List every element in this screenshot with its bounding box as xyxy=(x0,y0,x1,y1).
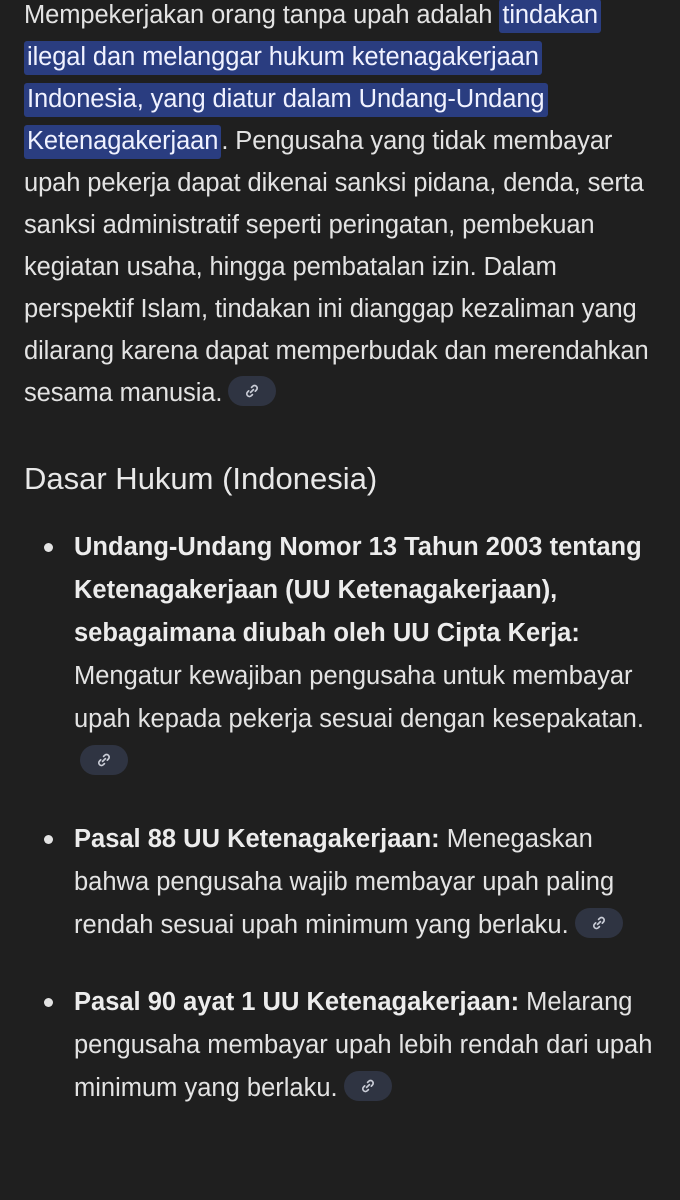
link-icon xyxy=(591,915,607,931)
section-heading: Dasar Hukum (Indonesia) xyxy=(24,461,378,496)
list-item xyxy=(24,818,660,947)
bullet-dot xyxy=(44,998,53,1007)
item-bold-title: Pasal 88 UU Ketenagakerjaan: xyxy=(74,825,440,853)
item-bold-title: Pasal 90 ayat 1 UU Ketenagakerjaan: xyxy=(74,988,520,1016)
highlighted-text[interactable]: tindakan ilegal dan melanggar hukum ketenagakerjaan Indonesia, yang diatur dalam Undang-Undang Ketenagakerjaan xyxy=(24,0,601,159)
response-content xyxy=(24,0,660,1144)
bullet-dot xyxy=(44,543,53,552)
item-text: Melarang pengusaha membayar upah lebih rendah dari upah minimum yang berlaku. xyxy=(74,988,653,1102)
intro-text-start: Mempekerjakan orang tanpa upah adalah xyxy=(24,1,500,29)
bullet-dot xyxy=(44,835,53,844)
link-icon xyxy=(360,1078,376,1094)
citation-link-button[interactable] xyxy=(228,376,276,406)
item-text: Mengatur kewajiban pengusaha untuk membayar upah kepada pekerja sesuai dengan kesepakatan. xyxy=(74,662,644,733)
citation-link-button[interactable] xyxy=(575,908,623,938)
citation-link-button[interactable] xyxy=(80,745,128,775)
link-icon xyxy=(96,752,112,768)
legal-basis-list xyxy=(24,526,660,1110)
intro-paragraph xyxy=(24,0,660,414)
list-item xyxy=(24,981,660,1110)
intro-text-end: . Pengusaha yang tidak membayar upah pekerja dapat dikenai sanksi pidana, denda, serta sanksi administratif seperti peringatan, pembekuan kegiatan usaha, hingga pembatalan izin. Dalam perspektif Islam, tindakan ini dianggap kezaliman yang dilarang karena dapat memperbudak dan merendahkan sesama manusia. xyxy=(24,127,649,407)
item-text: Menegaskan bahwa pengusaha wajib membayar upah paling rendah sesuai upah minimum yang berlaku. xyxy=(74,825,615,939)
citation-link-button[interactable] xyxy=(344,1071,392,1101)
list-item xyxy=(24,526,660,784)
link-icon xyxy=(244,383,260,399)
item-bold-title: Undang-Undang Nomor 13 Tahun 2003 tentang Ketenagakerjaan (UU Ketenagakerjaan), sebagaimana diubah oleh UU Cipta Kerja: xyxy=(74,533,642,647)
